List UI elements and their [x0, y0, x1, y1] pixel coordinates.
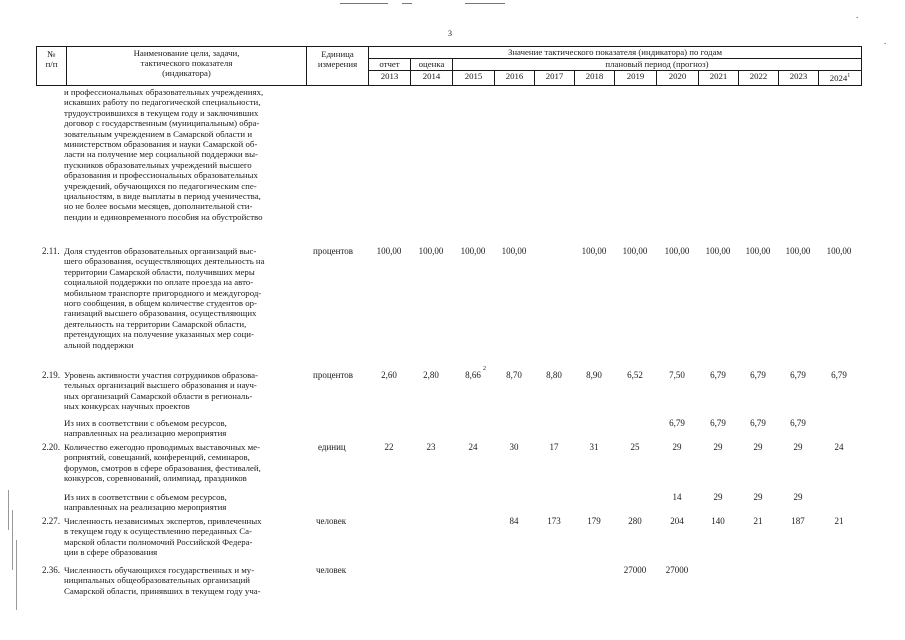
- row-unit: человек: [316, 565, 347, 575]
- value-cell: 179: [587, 516, 601, 526]
- value-cell: 100,00: [622, 246, 648, 256]
- row-number: 2.27.: [42, 516, 60, 526]
- value-cell: 204: [670, 516, 684, 526]
- header-year: 2019: [615, 71, 657, 85]
- value-cell: 25: [630, 442, 640, 452]
- header-year: 2022: [739, 71, 779, 85]
- value-cell: 31: [589, 442, 599, 452]
- value-cell: 23: [426, 442, 436, 452]
- value-cell: 8,66: [465, 370, 481, 380]
- value-cell: 187: [791, 516, 805, 526]
- value-cell: 100,00: [581, 246, 607, 256]
- header-report: отчет: [369, 59, 411, 71]
- row-indicator-text: Численность обучающихся государственных и му- ниципальных общеобразовательных организаций Самарской области, принявших в текущем году уча-: [64, 565, 261, 596]
- scan-dot-artifact: .: [884, 36, 887, 46]
- value-cell: 29: [713, 442, 723, 452]
- value-cell: 6,79: [710, 418, 726, 428]
- header-cell-number: № п/п: [37, 47, 67, 85]
- value-cell: 100,00: [745, 246, 771, 256]
- row-number: 2.20.: [42, 442, 60, 452]
- header-year: 2013: [369, 71, 411, 85]
- value-cell: 100,00: [418, 246, 444, 256]
- value-cell: 6,79: [831, 370, 847, 380]
- value-cell: 21: [834, 516, 844, 526]
- header-year: 2016: [495, 71, 535, 85]
- header-year: 2017: [535, 71, 575, 85]
- header-values-title: Значение тактического показателя (индикатора) по годам: [369, 47, 861, 59]
- row-indicator-text: Количество ежегодно проводимых выставочных ме- роприятий, совещаний, конференций, семинаров, форумов, смотров в сфере образования, фестивалей, конкурсов, соревнований, олимпиад, праздников: [64, 442, 261, 484]
- value-cell: 173: [547, 516, 561, 526]
- row-continuation-text: и профессиональных образовательных учреждениях, искавших работу по педагогической специальности, трудоустроившихся в текущем году и заключивших договор с государственным (муниципальным) обра- зовательным учреждением в Самарской области и министерством образования и науки Самарской об- ласти на получение мер социальной поддержки вы- пускников образовательных учреждений высшего образования и профессиональных образовательных учреждений, обучающихся по педагогическим спе- циальностям, в виде выплаты в период ученичества, но не более восьми месяцев, дополнительной сти- пендии и единовременного пособия на обустройство: [64, 87, 264, 222]
- value-cell: 24: [468, 442, 478, 452]
- value-cell: 6,79: [790, 370, 806, 380]
- header-cell-name: Наименование цели, задачи, тактического показателя (индикатора): [67, 47, 307, 85]
- value-cell: 6,79: [669, 418, 685, 428]
- value-cell: 6,79: [750, 418, 766, 428]
- value-cell: 280: [628, 516, 642, 526]
- value-cell: 14: [672, 492, 682, 502]
- footnote-marker: 2: [483, 366, 486, 372]
- value-cell: 27000: [665, 565, 689, 575]
- value-cell: 84: [509, 516, 519, 526]
- row-unit: процентов: [313, 246, 354, 256]
- value-cell: 6,79: [750, 370, 766, 380]
- header-year-2024: [819, 71, 861, 85]
- header-year: 2018: [575, 71, 615, 85]
- value-cell: 6,79: [710, 370, 726, 380]
- value-cell: 29: [753, 442, 763, 452]
- table-header: [36, 46, 862, 86]
- value-cell: 7,50: [669, 370, 685, 380]
- row-unit: процентов: [313, 370, 354, 380]
- row-indicator-text: Численность независимых экспертов, привлеченных в текущем году к осуществлению переданных Са- марской области полномочий Российской Федера- ции в сфере образования: [64, 516, 262, 558]
- value-cell: 17: [549, 442, 559, 452]
- value-cell: 29: [713, 492, 723, 502]
- footnote-marker: 1: [847, 73, 851, 79]
- value-cell: 100,00: [826, 246, 852, 256]
- value-cell: 100,00: [664, 246, 690, 256]
- header-year: 2021: [699, 71, 739, 85]
- row-number: 2.36.: [42, 565, 60, 575]
- value-cell: 29: [753, 492, 763, 502]
- page-number: 3: [448, 29, 452, 38]
- value-cell: 6,79: [790, 418, 806, 428]
- header-cell-unit: Единица измерения: [307, 47, 369, 85]
- scan-line-artifact: [402, 3, 412, 4]
- scan-line-artifact: [340, 3, 388, 4]
- row-unit: человек: [316, 516, 347, 526]
- header-estimate: оценка: [411, 59, 453, 71]
- value-cell: 30: [509, 442, 519, 452]
- value-cell: 8,70: [506, 370, 522, 380]
- value-cell: 2,80: [423, 370, 439, 380]
- value-cell: 21: [753, 516, 763, 526]
- scan-dot-artifact: .: [856, 10, 859, 20]
- row-subtext: Из них в соответствии с объемом ресурсов, направленных на реализацию мероприятия: [64, 418, 227, 439]
- header-year: 2024: [829, 72, 848, 83]
- value-cell: 100,00: [501, 246, 527, 256]
- row-unit: единиц: [318, 442, 346, 452]
- row-number: 2.11.: [42, 246, 60, 256]
- header-year: 2020: [657, 71, 699, 85]
- value-cell: 2,60: [381, 370, 397, 380]
- value-cell: 29: [672, 442, 682, 452]
- scan-line-artifact: [465, 3, 505, 4]
- value-cell: 100,00: [785, 246, 811, 256]
- header-plan-period: плановый период (прогноз): [453, 59, 861, 71]
- value-cell: 100,00: [376, 246, 402, 256]
- header-year: 2014: [411, 71, 453, 85]
- row-subtext: Из них в соответствии с объемом ресурсов, направленных на реализацию мероприятия: [64, 492, 227, 513]
- value-cell: 100,00: [460, 246, 486, 256]
- value-cell: 100,00: [705, 246, 731, 256]
- value-cell: 8,80: [546, 370, 562, 380]
- value-cell: 22: [384, 442, 394, 452]
- margin-scan-marks: [6, 490, 20, 620]
- value-cell: 29: [793, 492, 803, 502]
- row-indicator-text: Уровень активности участия сотрудников образова- тельных организаций высшего образования и науч- ных организаций Самарской области в региональ- ных конкурсах научных проектов: [64, 370, 258, 412]
- value-cell: 8,90: [586, 370, 602, 380]
- value-cell: 140: [711, 516, 725, 526]
- value-cell: 6,52: [627, 370, 643, 380]
- value-cell: 24: [834, 442, 844, 452]
- header-year: 2015: [453, 71, 495, 85]
- value-cell: 29: [793, 442, 803, 452]
- value-cell: 27000: [623, 565, 647, 575]
- row-indicator-text: Доля студентов образовательных организаций выс- шего образования, осуществляющих деятельность на территории Самарской области, получивших меры социальной поддержки по оплате проезда на авто- мобильном транспорте пригородного и междугород- ного сообщения, в общем количестве студентов ор- ганизаций высшего образования, осуществляющих деятельность на территории Самарской области, претендующих на получение указанных мер соци- альной поддержки: [64, 246, 265, 350]
- header-year: 2023: [779, 71, 819, 85]
- row-number: 2.19.: [42, 370, 60, 380]
